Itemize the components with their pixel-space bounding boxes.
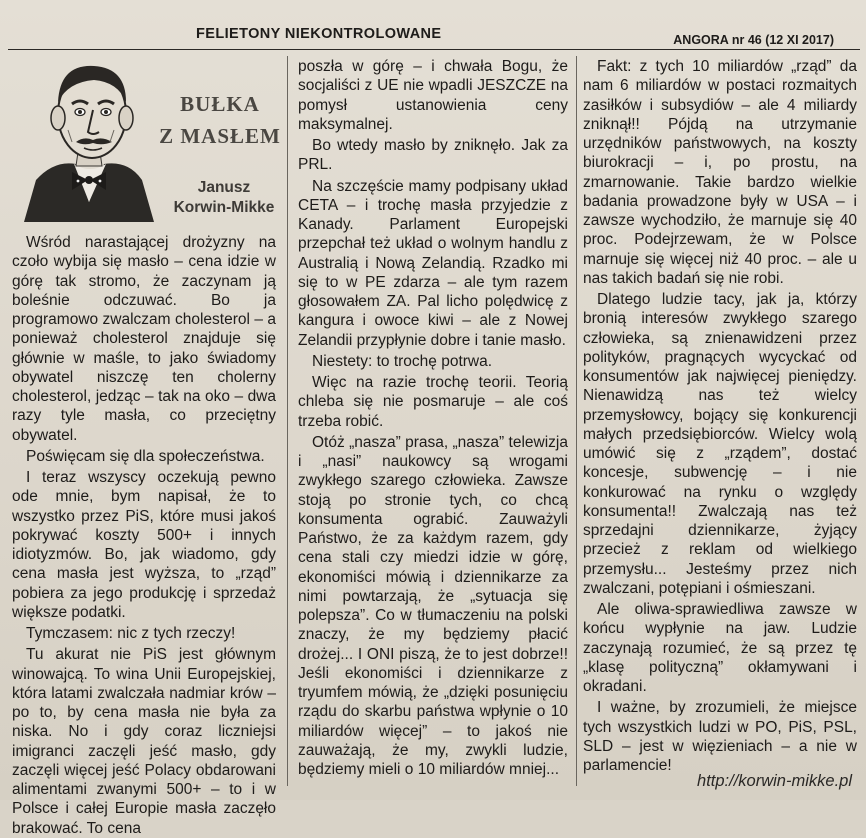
paragraph: Dlatego ludzie tacy, jak ja, którzy bronią interesów zwykłego szarego człowieka, są znienawidzeni przez polityków, pragnących wycyckać od konsumentów jak najwięcej pieniędzy. Nienawidzą nas też wielcy przemysłowcy, bojący się konkurencji małych przedsiębiorców. Wielcy wolą umówić się z „rządem”, dostać koncesje, subwencję – i nie konkurować na rynku o względy konsumenta!! Zwalczają nas też sprzedajni dziennikarze, żyjący przecież z reklam od wielkiego przemysłu... Jesteśmy przez nich zwalczani, potępiani i ośmieszani. xyxy=(583,291,857,597)
article-title-line1: BUŁKA xyxy=(180,92,260,116)
author-last-name: Korwin-Mikke xyxy=(173,199,275,216)
portrait-icon xyxy=(14,52,164,222)
paragraph: Otóż „nasza” prasa, „nasza” telewizja i „nasi” naukowcy są wrogami zwykłego szarego człowieka. Zawsze stoją po stronie tych, co chcą konsumenta ograbić. Zauważyli Państwo, że za każdym razem, gdy cena stali czy miedzi idzie w górę, ekonomiści mówią i dziennikarze za nimi powtarzają, że „sytuacja się polepsza”. Co w tłumaczeniu na polski znaczy, że my będziemy płacić drożej... I ONI piszą, że to jest dobrze!! Jeśli ekonomiści i dziennikarze z tryumfem mówią, że „dzięki posunięciu rządu do skarbu państwa wpłynie o 10 miliardów więcej” – to jakoś nie zauważają, że my, zwykli ludzie, będziemy mieli o 10 miliardów mniej... xyxy=(298,433,568,778)
article-column-1 xyxy=(12,233,276,838)
column-divider xyxy=(576,56,577,786)
paragraph: Poświęcam się dla społeczeństwa. xyxy=(26,447,265,465)
issue-info: ANGORA nr 46 (12 XI 2017) xyxy=(673,33,834,47)
paragraph: Ale oliwa-sprawiedliwa zawsze w końcu wypłynie na jaw. Ludzie zaczynają rozumieć, że są przez tę „klasę polityczną” okłamywani i okradani. xyxy=(583,601,857,695)
author-first-name: Janusz xyxy=(197,179,251,196)
paragraph: Na szczęście mamy podpisany układ CETA – i trochę masła przyjedzie z Kanady. Parlament Europejski przepchał też układ o wolnym handlu z Australią i Nową Zelandią. Rzadko mi się to w PE zdarza – ale tym razem głosowałem ZA. Pal licho polędwicę z kangura i owoce kiwi – ale z Nowej Zelandii przypłynie dobre i tanie masło. xyxy=(298,177,568,349)
paragraph: Bo wtedy masło by zniknęło. Jak za PRL. xyxy=(298,137,568,174)
author-portrait xyxy=(14,52,164,222)
paragraph: Tymczasem: nic z tych rzeczy! xyxy=(26,625,236,642)
paragraph: Fakt: z tych 10 miliardów „rząd” da nam 6 miliardów w postaci rozmaitych zasiłków i subsydiów – ale 4 miliardy zniknął!! Pójdą na utrzymanie urzędników państwowych, na koszty biurokracji – i, po prostu, na zmarnowanie. Takie bardzo wielkie badania prowadzone były w USA – i zawsze wychodziło, że marnuje się 40 proc. Podejrzewam, że w Polsce marnuje się więcej niż 40 proc. – ale u nas takich badań się nie robi. xyxy=(583,58,857,287)
paragraph: poszła w górę – i chwała Bogu, że socjaliści z UE nie wpadli JESZCZE na pomysł ustanowienia ceny maksymalnej. xyxy=(298,58,568,133)
article-title-line2: Z MASŁEM xyxy=(159,124,281,148)
author-website-link[interactable]: http://korwin-mikke.pl xyxy=(697,772,852,790)
paragraph: Niestety: to trochę potrwa. xyxy=(312,352,493,370)
paragraph: I ważne, by zrozumieli, że miejsce tych wszystkich ludzi w PO, PiS, PSL, SLD – jest w więzieniach – a nie w parlamencie! xyxy=(583,699,857,774)
author-byline xyxy=(146,178,302,218)
article-title xyxy=(150,88,290,152)
article-column-3 xyxy=(583,57,857,775)
paragraph: Więc na razie trochę teorii. Teorią chleba się nie posmaruje – ale coś trzeba robić. xyxy=(298,374,568,430)
section-title: FELIETONY NIEKONTROLOWANE xyxy=(196,26,442,42)
header-divider xyxy=(8,49,860,50)
column-divider xyxy=(287,56,288,786)
paragraph: I teraz wszyscy oczekują pewno ode mnie, bym napisał, że to wszystko przez PiS, które musi jakoś pokrywać koszty 500+ i innych idiotyzmów. Bo, jak wiadomo, gdy cena masła jest wyższa, to „rząd” pobiera za jego produkcję i sprzedaż większe podatki. xyxy=(12,469,276,621)
paragraph: Tu akurat nie PiS jest głównym winowajcą. To wina Unii Europejskiej, która latami zwalczała nadmiar krów – po to, by cena masła nie była za niska. No i gdy coraz liczniejsi imigranci zaczęli jeść masło, gdy zaczęli więcej jeść Polacy obdarowani alimentami zwanymi 500+ – to i w Polsce i całej Europie masła zaczęło brakować. To cena xyxy=(12,646,276,837)
paragraph: Wśród narastającej drożyzny na czoło wybija się masło – cena idzie w górę tak stromo, że zaczynam ją boleśnie odczuwać. Bo ja programowo zwalczam cholesterol – a ponieważ cholesterol znajduje się głównie w maśle, to jako świadomy obywatel niszczę ten cholerny cholesterol, jedząc – tak na oko – dwa razy tyle masła, co przeciętny obywatel. xyxy=(12,234,276,444)
page-header xyxy=(0,0,866,48)
article-column-2 xyxy=(298,57,568,779)
